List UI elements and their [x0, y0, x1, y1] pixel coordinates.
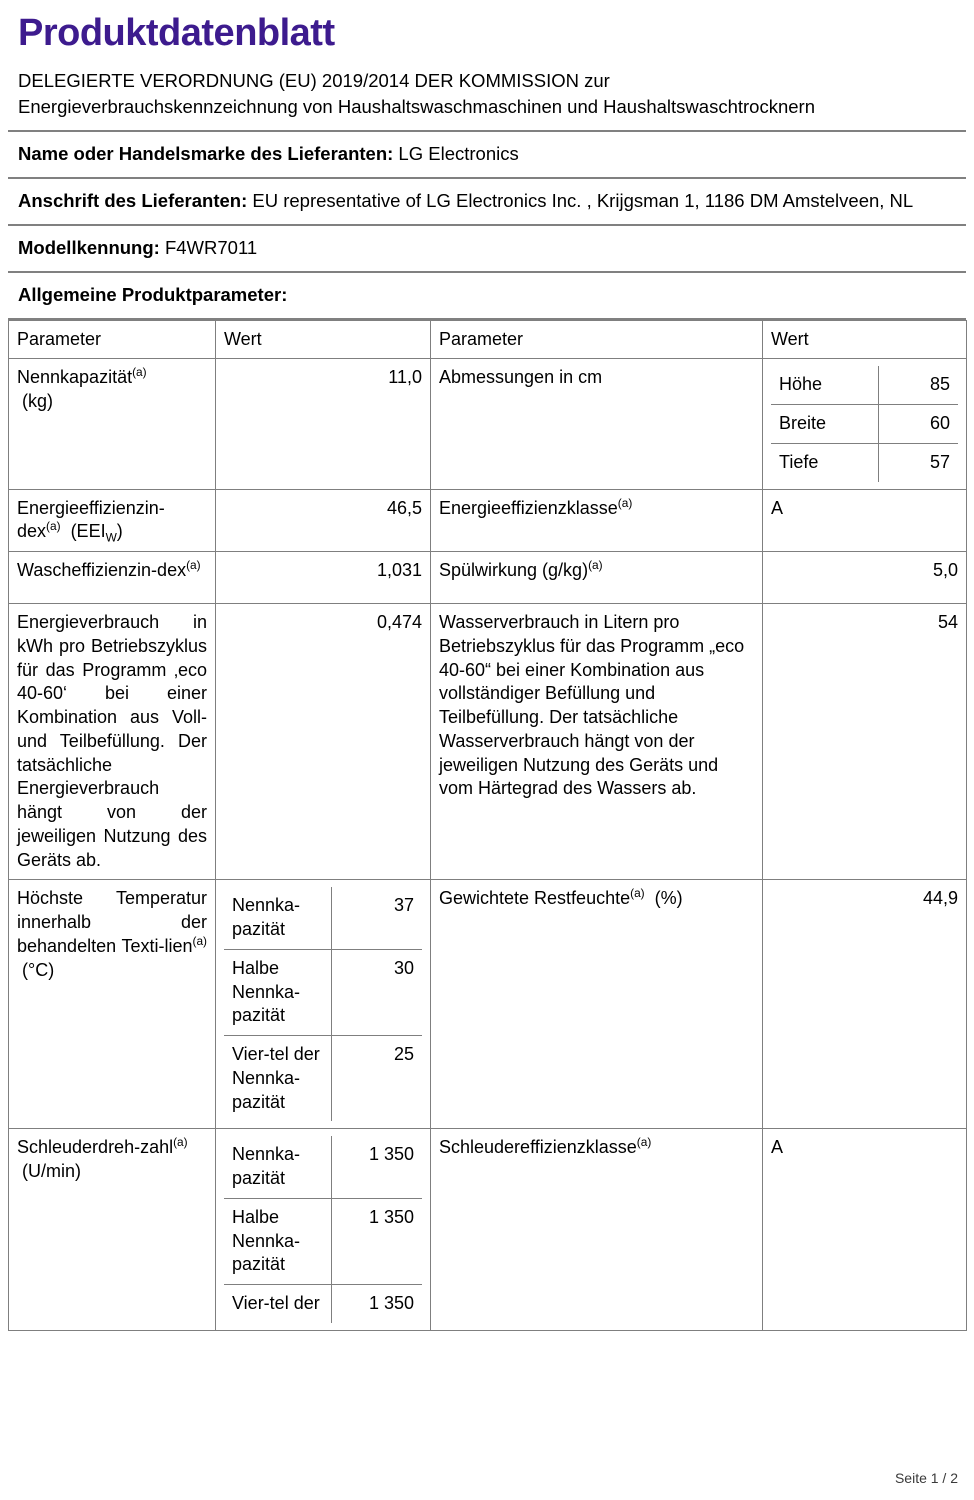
table-row [9, 552, 967, 604]
energy-class-label: Energieeffizienzklasse [439, 497, 618, 518]
list-item [224, 949, 422, 1035]
page-footer: Seite 1 / 2 [894, 1470, 958, 1486]
header-parameter-left: Parameter [9, 320, 216, 359]
max-temperature-subtable [224, 887, 422, 1121]
footnote-marker: (a) [186, 558, 201, 573]
list-item [224, 1036, 422, 1122]
eei-symbol-close: ) [116, 521, 123, 542]
list-item [224, 1136, 422, 1198]
spin-class-label: Schleudereffizienzklasse [439, 1137, 637, 1158]
capacity-value: 11,0 [216, 359, 431, 489]
capacity-unit: (kg) [22, 391, 54, 412]
residual-moisture-value: 44,9 [763, 880, 967, 1129]
spin-value-viertel: 1 350 [368, 1293, 414, 1314]
spin-speed-unit: (U/min) [22, 1161, 82, 1182]
max-temperature-label-cell [9, 880, 216, 1129]
list-item [771, 405, 958, 444]
residual-moisture-label: Gewichtete Restfeuchte [439, 888, 631, 909]
energy-consumption-label: Energieverbrauch in kWh pro Betriebszyklus für das Programm ‚eco 40-60‘ bei einer Kombination aus Voll- und Teilbefüllung. Der tatsächliche Energieverbrauch hängt von der jeweiligen Nutzung des Geräts ab. [9, 604, 216, 880]
spin-label-halbe: Halbe Nennka-pazität [224, 1198, 331, 1284]
spin-value-halbe: 1 350 [331, 1198, 422, 1284]
footnote-marker: (a) [588, 558, 603, 573]
dimensions-label: Abmessungen in cm [431, 359, 763, 489]
general-params-heading: Allgemeine Produktparameter: [18, 283, 288, 305]
list-item [771, 366, 958, 404]
spin-class-label-cell [431, 1129, 763, 1331]
header-parameter-right: Parameter [431, 320, 763, 359]
eei-label-cell [9, 489, 216, 552]
subtitle-line-1: DELEGIERTE VERORDNUNG (EU) 2019/2014 DER KOMMISSION zur [18, 69, 610, 91]
energy-consumption-value: 0,474 [216, 604, 431, 880]
model-value: F4WR7011 [164, 237, 258, 259]
spin-speed-label: Schleuderdreh-zahl [17, 1137, 174, 1158]
footnote-marker: (a) [173, 1135, 188, 1150]
subtitle-line-2: Energieverbrauchskennzeichnung von Haushaltswaschmaschinen und Haushaltswaschtrocknern [18, 96, 815, 118]
temperature-value-viertel: 25 [393, 1044, 414, 1065]
wash-index-value: 1,031 [216, 552, 431, 604]
table-row [9, 1129, 967, 1331]
dimension-label-tiefe: Tiefe [771, 443, 878, 481]
table-row [9, 489, 967, 552]
dimension-label-breite: Breite [771, 405, 878, 444]
capacity-label-cell [9, 359, 216, 489]
document-header [8, 0, 966, 132]
rinsing-label-cell [431, 552, 763, 604]
dimension-label-hoehe: Höhe [771, 366, 878, 404]
table-row [9, 880, 967, 1129]
max-temperature-unit: (°C) [22, 959, 55, 980]
list-item [224, 887, 422, 949]
model-label: Modellkennung: [18, 237, 160, 259]
dimensions-subtable [771, 366, 958, 481]
table-row [9, 359, 967, 489]
footnote-marker: (a) [636, 1135, 652, 1150]
rinsing-label: Spülwirkung (g/kg) [439, 560, 589, 581]
header-wert-left: Wert [216, 320, 431, 359]
residual-moisture-label-cell [431, 880, 763, 1129]
temperature-label-halbe: Halbe Nennka-pazität [224, 949, 331, 1035]
temperature-value-halbe: 30 [331, 949, 422, 1035]
spin-speed-label-cell [9, 1129, 216, 1331]
footnote-marker: (a) [630, 886, 645, 901]
supplier-address-row [8, 179, 966, 226]
footnote-marker: (a) [617, 495, 633, 510]
rinsing-value: 5,0 [763, 552, 967, 604]
general-params-heading-row [8, 273, 966, 320]
dimensions-subtable-cell [763, 359, 967, 489]
eei-symbol-subscript: W [105, 531, 117, 546]
dimension-value-breite: 60 [878, 405, 958, 444]
dimension-value-hoehe: 85 [878, 366, 958, 404]
spin-label-viertel: Vier-tel der [224, 1285, 331, 1323]
spin-label-nennkapazitaet: Nennka-pazität [224, 1136, 331, 1198]
list-item [224, 1285, 422, 1323]
spin-value-nennkapazitaet: 1 350 [331, 1136, 422, 1198]
max-temperature-label: Höchste Temperatur innerhalb der behandelten Texti-lien [17, 888, 207, 956]
energy-class-label-cell [431, 489, 763, 552]
spin-class-value: A [763, 1129, 967, 1331]
footnote-marker: (a) [192, 933, 207, 948]
supplier-name-label: Name oder Handelsmarke des Lieferanten: [18, 143, 394, 165]
temperature-value-nennkapazitaet: 37 [331, 887, 422, 949]
water-consumption-label: Wasserverbrauch in Litern pro Betriebszyklus für das Programm „eco 40-60“ bei einer Kombination aus vollständiger Befüllung und Teilbefüllung. Der tatsächliche Wasserverbrauch hängt von der jeweiligen Nutzung des Geräts und vom Härtegrad des Wassers ab. [431, 604, 763, 880]
energy-class-value: A [763, 489, 967, 552]
residual-moisture-unit: (%) [654, 888, 683, 909]
footnote-marker: (a) [46, 519, 61, 534]
eei-symbol-open: (EEI [70, 521, 106, 542]
eei-value: 46,5 [216, 489, 431, 552]
list-item [771, 443, 958, 481]
max-temperature-subtable-cell [216, 880, 431, 1129]
temperature-label-viertel: Vier-tel der Nennka-pazität [224, 1036, 331, 1122]
wash-index-label-cell [9, 552, 216, 604]
list-item [224, 1198, 422, 1284]
supplier-address-value: EU representative of LG Electronics Inc. , Krijgsman 1, 1186 DM Amstelveen, NL [252, 190, 914, 212]
wash-index-label: Wascheffizienzin-dex [17, 560, 187, 581]
table-row [9, 604, 967, 880]
capacity-label: Nennkapazität [17, 367, 133, 388]
temperature-label-nennkapazitaet: Nennka-pazität [224, 887, 331, 949]
document-subtitle [18, 68, 956, 121]
table-header-row [9, 320, 967, 359]
dimension-value-tiefe: 57 [929, 451, 951, 472]
page-title: Produktdatenblatt [18, 12, 335, 54]
product-parameters-table [8, 320, 967, 1331]
supplier-name-value: LG Electronics [398, 143, 519, 165]
spin-speed-subtable [224, 1136, 422, 1323]
supplier-name-row [8, 132, 966, 179]
supplier-address-label: Anschrift des Lieferanten: [18, 190, 248, 212]
spin-speed-subtable-cell [216, 1129, 431, 1331]
footnote-marker: (a) [132, 365, 147, 380]
water-consumption-value: 54 [763, 604, 967, 880]
model-row [8, 226, 966, 273]
header-wert-right: Wert [763, 320, 967, 359]
eei-label: Energieeffizienzin-dex [17, 497, 165, 542]
